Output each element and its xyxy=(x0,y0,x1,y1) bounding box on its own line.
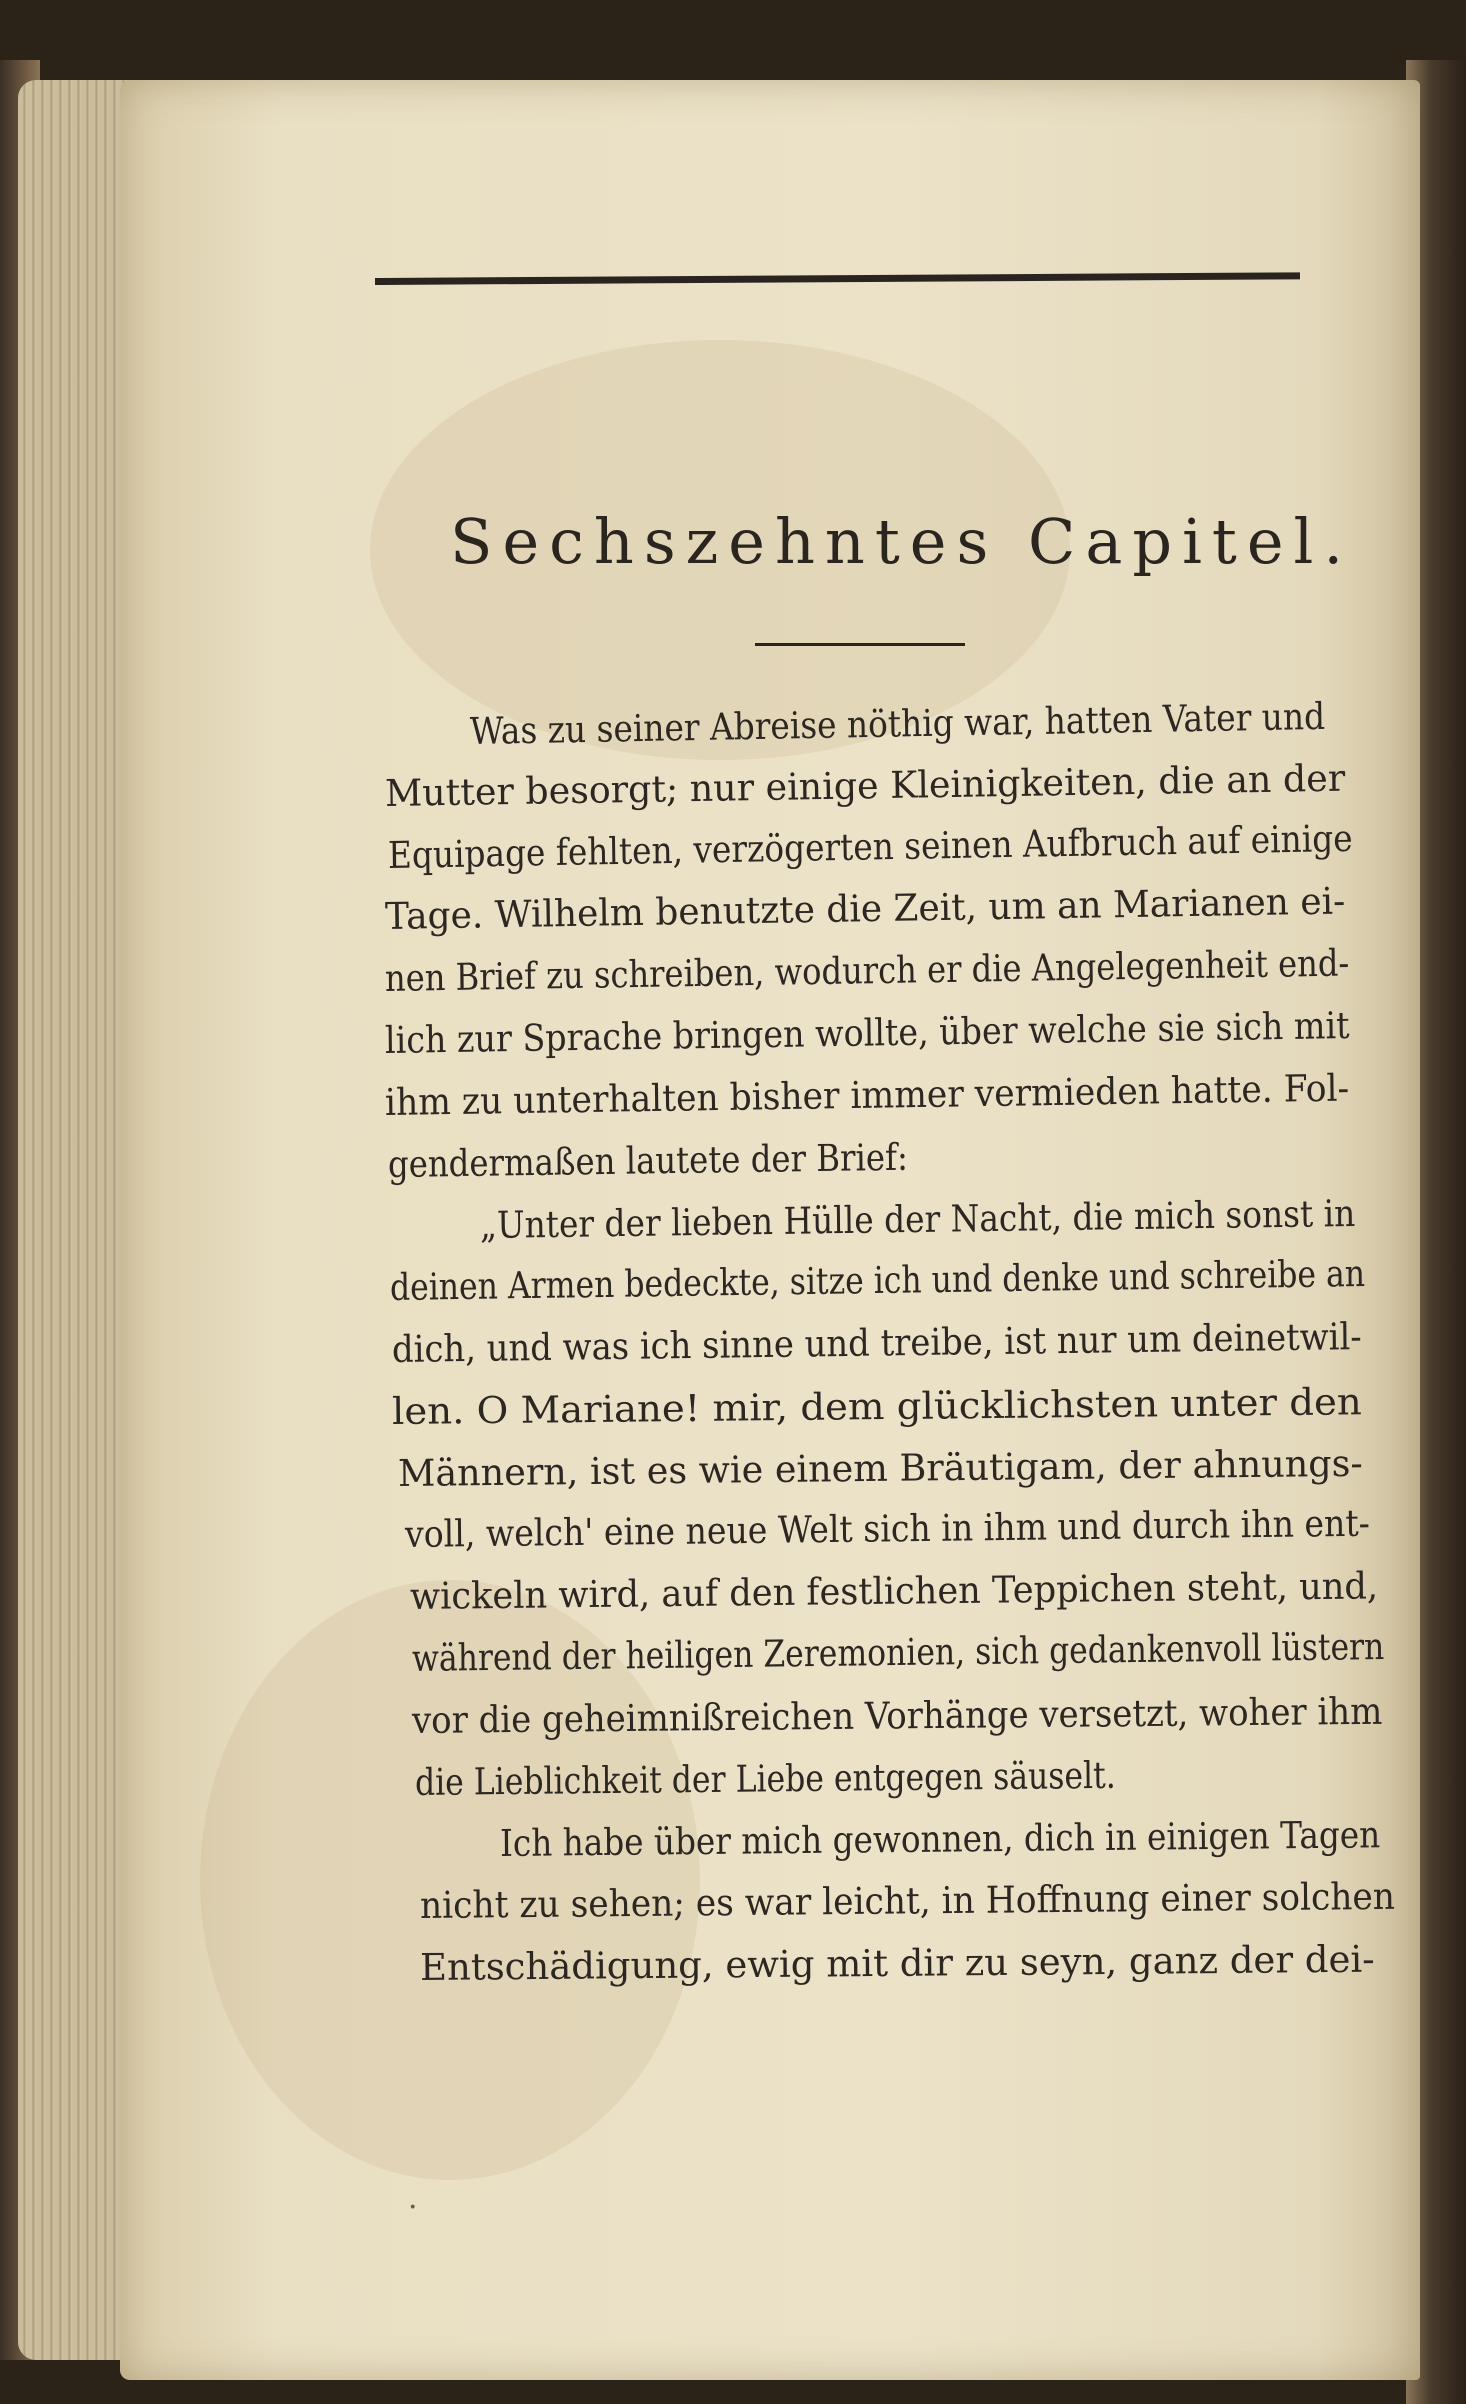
text-line: vor die geheimnißreichen Vorhänge versetzt, woher ihm xyxy=(411,1689,1383,1742)
text-line: Entschädigung, ewig mit dir zu seyn, ganz der dei- xyxy=(419,1937,1375,1989)
text-line: dich, und was ich sinne und treibe, ist nur um deinetwil- xyxy=(391,1315,1362,1371)
text-line: Ich habe über mich gewonnen, dich in einigen Tagen xyxy=(499,1813,1381,1866)
text-line: die Lieblichkeit der Liebe entgegen säuselt. xyxy=(414,1753,1116,1804)
text-line: nicht zu sehen; es war leicht, in Hoffnung einer solchen xyxy=(419,1875,1396,1928)
chapter-heading: Sechszehntes Capitel. xyxy=(450,505,1354,578)
text-line: während der heiligen Zeremonien, sich gedankenvoll lüstern xyxy=(411,1625,1385,1680)
text-line: gendermaßen lautete der Brief: xyxy=(387,1135,909,1186)
text-line: Männern, ist es wie einem Bräutigam, der ahnungs- xyxy=(397,1441,1363,1495)
text-line: lich zur Sprache bringen wollte, über welche sie sich mit xyxy=(384,1004,1350,1062)
text-line: len. O Mariane! mir, dem glücklichsten unter den xyxy=(391,1380,1362,1433)
page-mark: · xyxy=(408,2190,418,2225)
text-line: Tage. Wilhelm benutzte die Zeit, um an Marianen ei- xyxy=(384,879,1346,939)
text-line: „Unter der lieben Hülle der Nacht, die mich sonst in xyxy=(479,1192,1356,1248)
heading-underline xyxy=(755,643,965,646)
text-line: Equipage fehlten, verzögerten seinen Aufbruch auf einige xyxy=(387,816,1353,877)
text-line: Was zu seiner Abreise nöthig war, hatten Vater und xyxy=(469,694,1326,753)
text-line: voll, welch' eine neue Welt sich in ihm und durch ihn ent- xyxy=(404,1502,1371,1557)
text-line: wickeln wird, auf den festlichen Teppichen steht, und, xyxy=(409,1564,1379,1619)
text-line: deinen Armen bedeckte, sitze ich und denke und schreibe an xyxy=(389,1252,1366,1310)
text-line: nen Brief zu schreiben, wodurch er die Angelegenheit end- xyxy=(384,941,1350,1001)
text-line: Mutter besorgt; nur einige Kleinigkeiten, die an der xyxy=(384,756,1346,815)
text-line: ihm zu unterhalten bisher immer vermieden hatte. Fol- xyxy=(384,1066,1350,1124)
